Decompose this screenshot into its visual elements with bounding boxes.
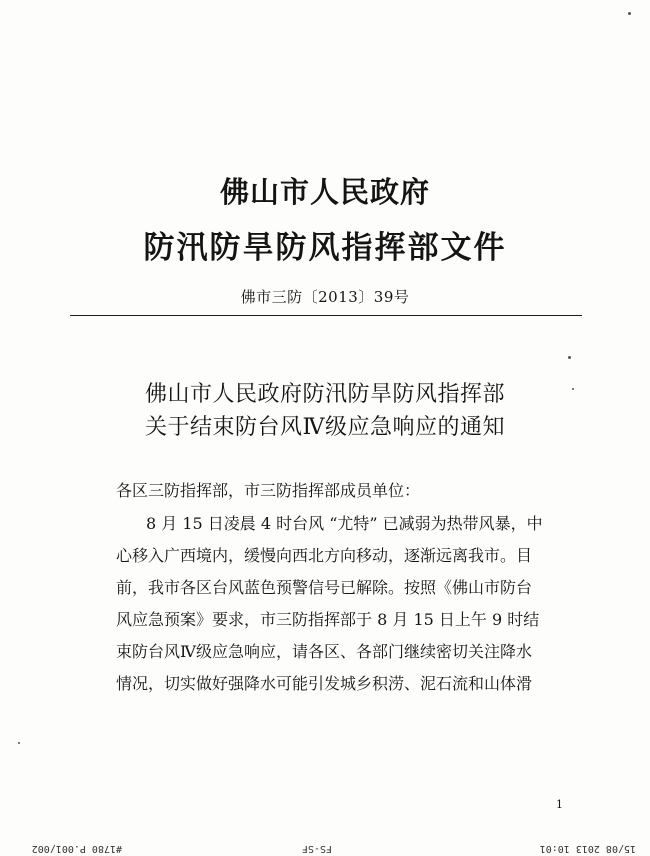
header-divider: [70, 315, 582, 316]
body-line-5: 束防台风Ⅳ级应急响应，请各区、各部门继续密切关注降水: [116, 642, 532, 661]
fax-id: FS-SF: [301, 843, 332, 854]
body-line-4: 风应急预案》要求，市三防指挥部于 8 月 15 日上午 9 时结: [116, 610, 540, 629]
body-line-1: 8 月 15 日凌晨 4 时台风 “尤特” 已减弱为热带风暴，中: [146, 514, 543, 533]
page-number: 1: [556, 798, 563, 811]
notice-title-line-1: 佛山市人民政府防汛防旱防风指挥部: [144, 382, 505, 407]
document-type-heading: 防汛防旱防风指挥部文件: [143, 230, 507, 266]
scan-speck: [572, 388, 574, 390]
issuer-name: 佛山市人民政府: [219, 175, 430, 209]
body-line-3: 前，我市各区台风蓝色预警信号已解除。按照《佛山市防台: [116, 578, 533, 597]
addressee: 各区三防指挥部，市三防指挥部成员单位：: [116, 481, 421, 500]
body-line-2: 心移入广西境内，缓慢向西北方向移动，逐渐远离我市。目: [116, 546, 533, 565]
scan-speck: [568, 356, 571, 359]
scan-speck: [628, 12, 631, 15]
scan-speck: [18, 742, 20, 744]
fax-transmission-footer: [0, 838, 650, 854]
document-number: 佛市三防〔2013〕39号: [240, 288, 410, 306]
body-line-6: 情况，切实做好强降水可能引发城乡积涝、泥石流和山体滑: [116, 674, 533, 693]
notice-title-line-2: 关于结束防台风Ⅳ级应急响应的通知: [145, 415, 505, 440]
fax-page-info: #1780 P.001/002: [31, 843, 122, 854]
fax-datetime: 15/08 2013 10:01: [539, 843, 636, 854]
